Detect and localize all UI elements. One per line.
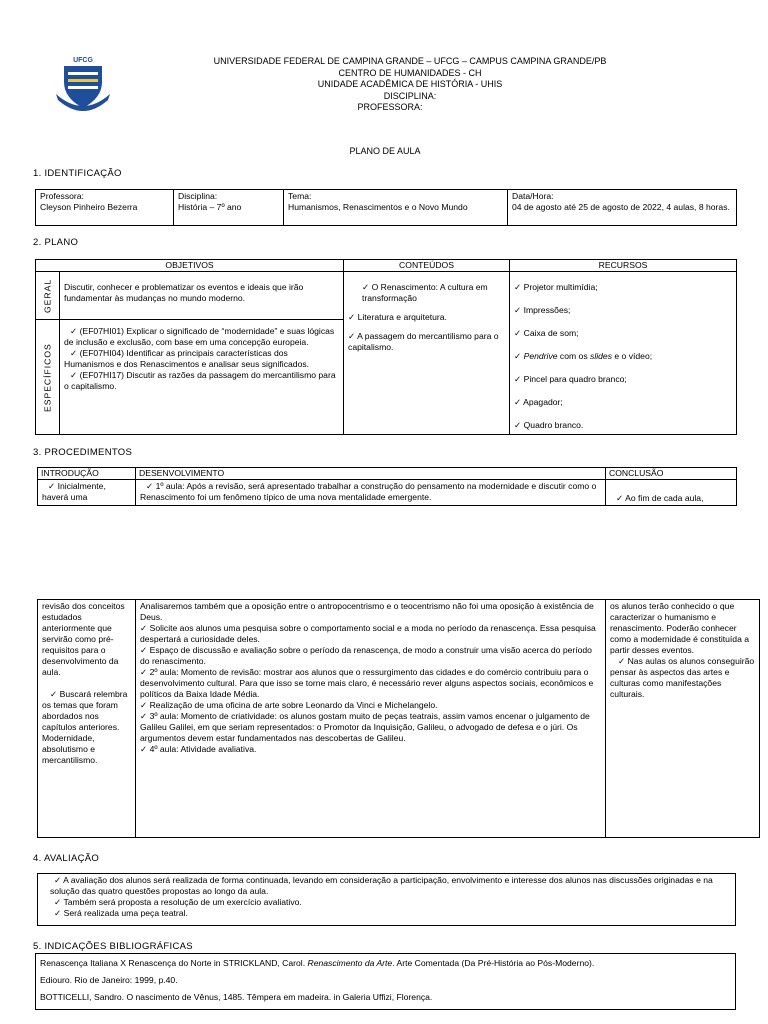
objective-item: ✓ (EF07HI01) Explicar o significado de “modernidade” e suas lógicas de inclusão e exclusão, com base em uma concepção europeia. — [64, 326, 339, 348]
recurso-item: ✓ Caixa de som; — [514, 328, 732, 339]
data-hora-cell: Data/Hora: 04 de agosto até 25 de agosto de 2022, 4 aulas, 8 horas. — [508, 190, 737, 226]
section-bibliografia: 5. INDICAÇÕES BIBLIOGRÁFICAS — [33, 941, 193, 952]
evaluation-item: ✓ Será realizada uma peça teatral. — [50, 908, 731, 919]
recurso-item: ✓ Impressões; — [514, 305, 732, 316]
section-identificacao: 1. IDENTIFICAÇÃO — [33, 168, 122, 179]
conteudo-item: ✓ O Renascimento: A cultura em transformação — [348, 282, 505, 304]
evaluation-table — [37, 873, 736, 926]
conteudo-item: ✓ Literatura e arquitetura. — [348, 312, 505, 323]
objetivos-header: OBJETIVOS — [36, 260, 344, 272]
recursos-header: RECURSOS — [510, 260, 737, 272]
header-line-5: PROFESSORA: — [357, 102, 423, 112]
plan-table — [35, 259, 737, 435]
conclusao-continued — [606, 600, 760, 838]
ufcg-logo — [52, 52, 114, 114]
conclusao-start: ✓ Ao fim de cada aula, — [606, 480, 737, 506]
desenv-paragraph: Analisaremos também que a oposição entre o antropocentrismo e o teocentrismo não foi uma oposição à existência de Deus. — [140, 601, 594, 622]
desenv-paragraph: ✓ Espaço de discussão e avaliação sobre o período da renascença, de modo a construir uma visão acerca do período do renascimento. — [140, 645, 601, 667]
institution-header — [150, 56, 670, 114]
conteudos-header: CONTEÚDOS — [344, 260, 510, 272]
conteudo-item: ✓ A passagem do mercantilismo para o capitalismo. — [348, 331, 505, 353]
conteudos-cell — [344, 272, 510, 435]
especificos-objectives — [60, 320, 344, 435]
desenv-paragraph: ✓ Realização de uma oficina de arte sobre Leonardo da Vinci e Michelangelo. — [140, 700, 601, 711]
desenv-paragraph: ✓ Solicite aos alunos uma pesquisa sobre o comportamento social e a moda no período da renascença. Essa pesquisa despertará a curiosidade deles. — [140, 623, 601, 645]
bibliography-entry: BOTTICELLI, Sandro. O nascimento de Vênus, 1485. Têmpera em madeira. in Galeria Uffizi, Florença. — [40, 992, 433, 1002]
procedures-table-continued — [37, 599, 760, 838]
recurso-item: ✓ Pincel para quadro branco; — [514, 374, 732, 385]
header-line-3: UNIDADE ACADÊMICA DE HISTÓRIA - UHIS — [317, 79, 503, 89]
identification-table — [35, 189, 737, 226]
procedures-table-top — [37, 467, 737, 506]
bibliography-entry: Renascença Italiana X Renascença do Norte in STRICKLAND, Carol. Renascimento da Arte. Arte Comentada (Da Pré-História ao Pós-Moderno). — [40, 958, 595, 968]
recurso-item: ✓ Projetor multimídia; — [514, 282, 732, 293]
evaluation-cell — [38, 874, 736, 926]
desenvolvimento-continued — [136, 600, 606, 838]
recurso-item: ✓ Pendrive com os slides e o vídeo; — [514, 351, 732, 362]
intro-paragraph: revisão dos conceitos estudados anteriormente que servirão como pré-requisitos para o desenvolvimento da aula. — [42, 601, 125, 677]
document-title: PLANO DE AULA — [349, 146, 421, 156]
desenvolvimento-start: ✓ 1º aula: Após a revisão, será apresentado trabalhar a construção do pensamento na modernidade e discutir como o Renascimento foi um fenômeno típico de uma nova mentalidade emergente. — [136, 480, 606, 506]
header-line-1: UNIVERSIDADE FEDERAL DE CAMPINA GRANDE – UFCG – CAMPUS CAMPINA GRANDE/PB — [213, 56, 607, 66]
section-procedimentos: 3. PROCEDIMENTOS — [33, 447, 133, 458]
recursos-cell — [510, 272, 737, 435]
conclusao-header: CONCLUSÃO — [606, 468, 737, 480]
objective-item: ✓ (EF07HI17) Discutir as razões da passagem do mercantilismo para o capitalismo. — [64, 370, 339, 392]
especificos-label: ESPECÍFICOS — [36, 320, 60, 435]
bibliography-entry: Ediouro. Rio de Janeiro: 1999, p.40. — [40, 975, 178, 985]
introducao-start: ✓ Inicialmente, haverá uma — [38, 480, 136, 506]
introducao-header: INTRODUÇÃO — [38, 468, 136, 480]
desenv-paragraph: ✓ 4º aula: Atividade avaliativa. — [140, 744, 601, 755]
concl-paragraph: ✓ Nas aulas os alunos conseguirão pensar às aspectos das artes e culturas como manifestações culturais. — [610, 656, 755, 700]
header-line-2: CENTRO DE HUMANIDADES - CH — [338, 67, 482, 78]
evaluation-item: ✓ A avaliação dos alunos será realizada de forma continuada, levando em consideração a participação, envolvimento e interesse dos alunos nas discussões originadas e na solução das quatro questões propostas ao longo da aula. — [50, 875, 731, 897]
evaluation-item: ✓ Também será proposta a resolução de um exercício avaliativo. — [50, 897, 731, 908]
geral-objective: Discutir, conhecer e problematizar os eventos e ideais que irão fundamentar às mudanças no mundo moderno. — [60, 272, 344, 320]
geral-label: GERAL — [36, 272, 60, 320]
intro-paragraph: ✓ Buscará relembra os temas que foram abordados nos capítulos anteriores. Modernidade, absolutismo e mercantilismo. — [42, 689, 131, 766]
tema-cell: Tema: Humanismos, Renascimentos e o Novo Mundo — [284, 190, 508, 226]
professor-cell: Professora: Cleyson Pinheiro Bezerra — [36, 190, 174, 226]
desenv-paragraph: ✓ 2º aula: Momento de revisão: mostrar aos alunos que o ressurgimento das cidades e do comércio contribuiu para o desenvolvimento cultural. Para que isso se torne mais claro, é necessário rever alguns aspectos sociais, econômicos e políticos da Baixa Idade Média. — [140, 667, 601, 700]
bibliography-table — [35, 953, 736, 1010]
disciplina-cell: Disciplina: História – 7º ano — [174, 190, 284, 226]
desenvolvimento-header: DESENVOLVIMENTO — [136, 468, 606, 480]
recurso-item: ✓ Quadro branco. — [514, 420, 732, 431]
recurso-item: ✓ Apagador; — [514, 397, 732, 408]
section-avaliacao: 4. AVALIAÇÃO — [33, 853, 100, 864]
logo-text: UFCG — [73, 57, 93, 64]
section-plano: 2. PLANO — [33, 237, 79, 248]
desenv-paragraph: ✓ 3º aula: Momento de criatividade: os alunos gostam muito de peças teatrais, assim vamos encenar o julgamento de Galileu Galilei, em que seriam representados: o Promotor da Inquisição, Galileu, o advogado de defesa e o júri. Os argumentos devem estar fundamentados nas descobertas de Galileu. — [140, 711, 601, 744]
objective-item: ✓ (EF07HI04) Identificar as principais características dos Humanismos e dos Renascimentos e analisar seus significados. — [64, 348, 339, 370]
header-line-4: DISCIPLINA: — [383, 90, 437, 101]
concl-paragraph: os alunos terão conhecido o que caracterizar o humanismo e renascimento. Poderão conhecer como a modernidade é constituída a partir desses eventos. — [610, 601, 750, 655]
introducao-continued — [38, 600, 136, 838]
bibliography-cell — [36, 954, 736, 1010]
